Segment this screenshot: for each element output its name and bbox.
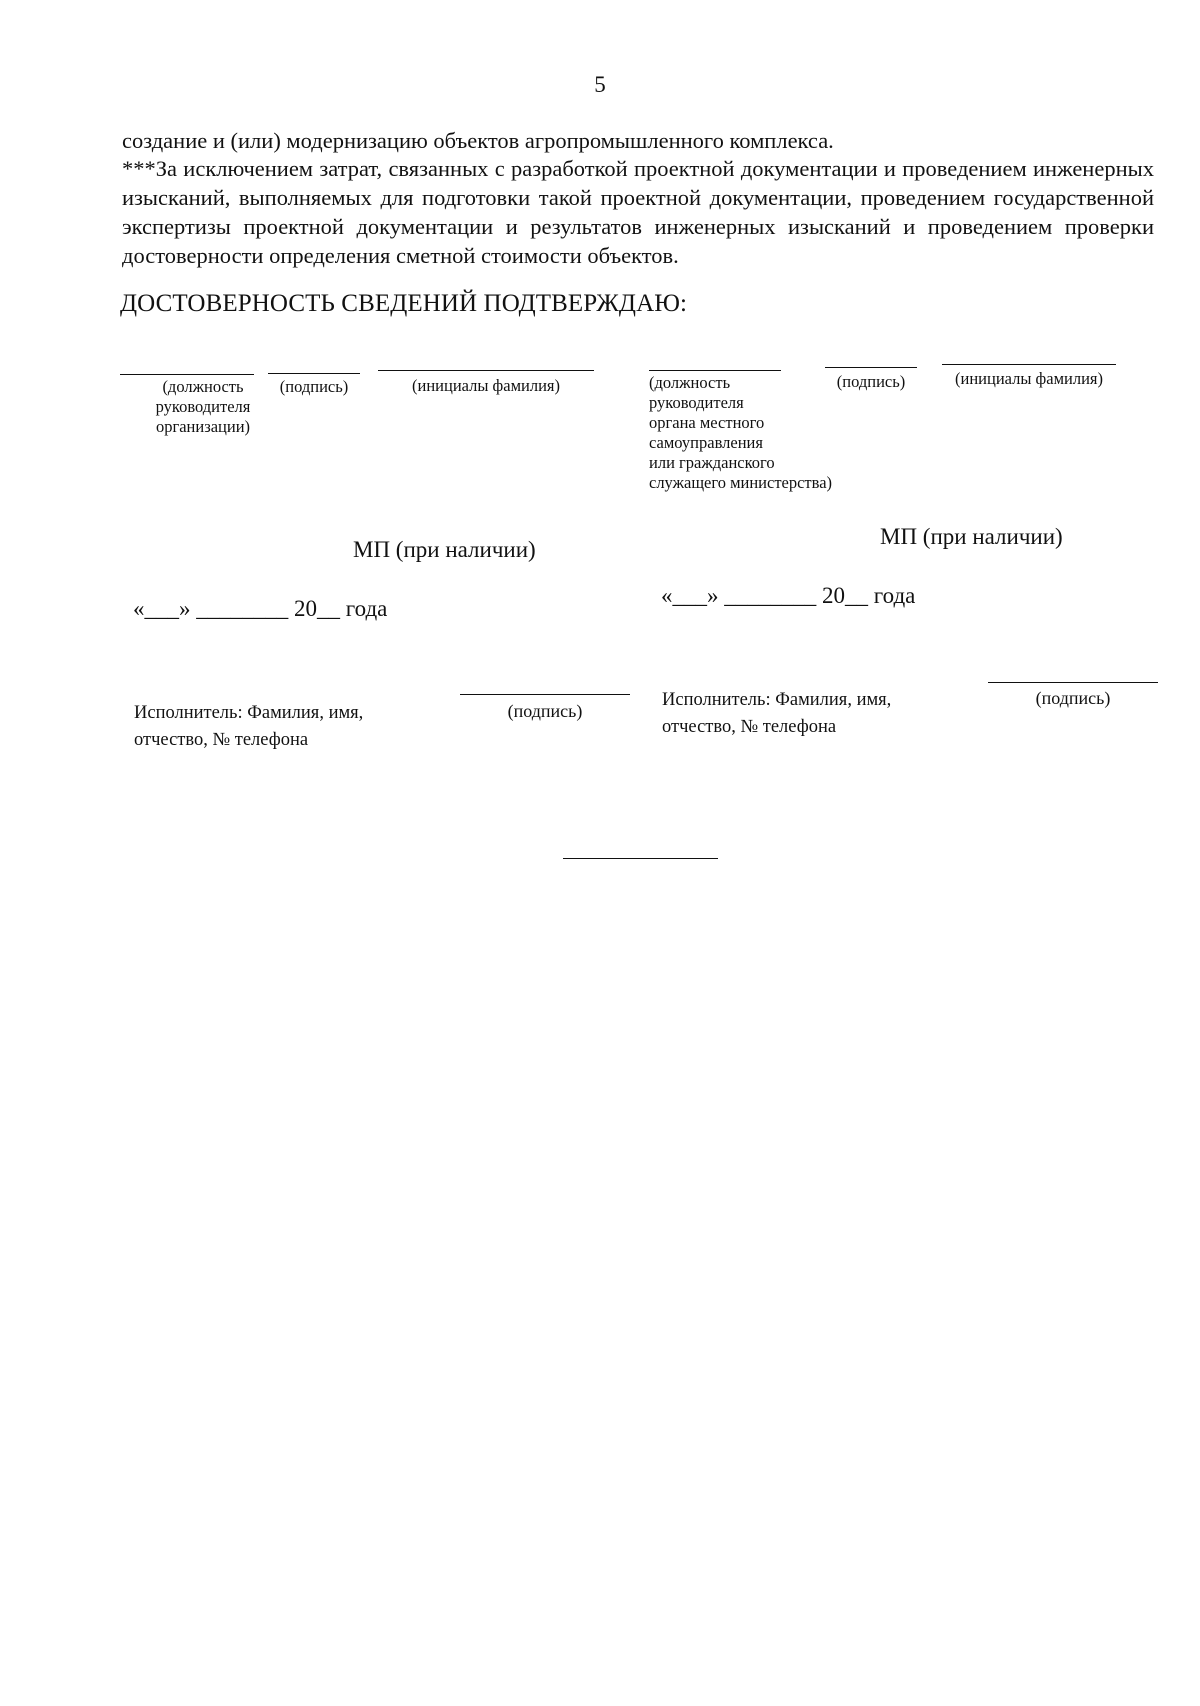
right-date-line: «___» ________ 20__ года xyxy=(661,583,916,608)
left-stamp-label: МП (при наличии) xyxy=(353,537,536,562)
left-name-caption: (инициалы фамилия) xyxy=(412,376,560,395)
right-executor-signature-caption: (подпись) xyxy=(1035,688,1111,708)
confirmation-heading: ДОСТОВЕРНОСТЬ СВЕДЕНИЙ ПОДТВЕРЖДАЮ: xyxy=(120,290,688,317)
left-position-line xyxy=(120,374,254,375)
right-position-caption: (должность руководителя органа местного самоуправления или гражданского служащего министерства) xyxy=(649,373,833,492)
footnote-paragraph: ***За исключением затрат, связанных с разработкой проектной документации и проведением инженерных изысканий, выполняемых для подготовки такой проектной документации, проведением государственной экспертизы проектной документации и результатов инженерных изысканий и проведением проверки достоверности определения сметной стоимости объектов. xyxy=(122,156,1154,268)
page-number: 5 xyxy=(594,72,606,97)
left-executor-signature-caption: (подпись) xyxy=(507,701,583,721)
left-executor-info: Исполнитель: Фамилия, имя, отчество, № телефона xyxy=(134,703,364,750)
right-name-line xyxy=(942,364,1116,365)
left-signature-caption: (подпись) xyxy=(279,377,349,396)
left-position-caption: (должность руководителя организации) xyxy=(155,377,251,436)
right-executor-info: Исполнитель: Фамилия, имя, отчество, № телефона xyxy=(662,690,892,737)
right-name-caption: (инициалы фамилия) xyxy=(955,369,1103,388)
left-date-line: «___» ________ 20__ года xyxy=(133,596,388,621)
right-signature-caption: (подпись) xyxy=(836,372,906,391)
end-of-document-line xyxy=(563,858,718,859)
right-executor-signature-line xyxy=(988,682,1158,683)
left-signature-line xyxy=(268,373,360,374)
right-position-line xyxy=(649,370,781,371)
right-stamp-label: МП (при наличии) xyxy=(880,524,1063,549)
paragraph-continuation: создание и (или) модернизацию объектов агропромышленного комплекса. xyxy=(122,128,834,153)
left-executor-signature-line xyxy=(460,694,630,695)
left-name-line xyxy=(378,370,594,371)
right-signature-line xyxy=(825,367,917,368)
